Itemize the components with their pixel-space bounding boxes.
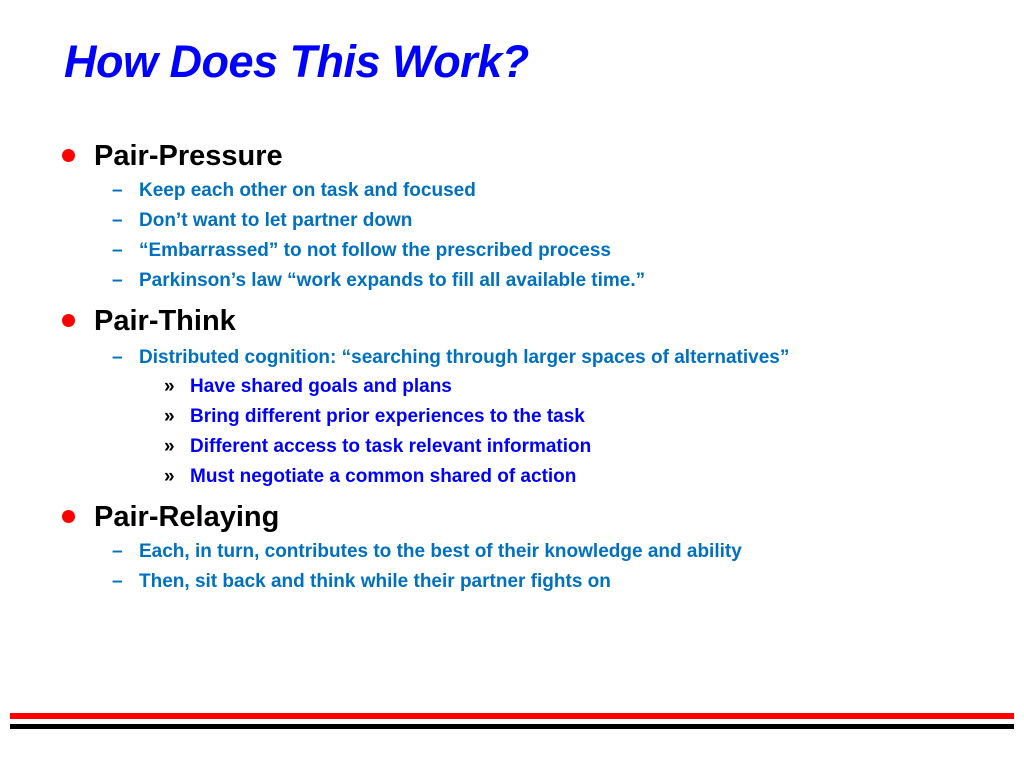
sub-list-item-text: Must negotiate a common shared of action xyxy=(190,466,577,487)
sub-list-item-text: Bring different prior experiences to the task xyxy=(190,406,585,427)
list-item-text: Don’t want to let partner down xyxy=(139,210,413,231)
sub-list-item xyxy=(0,374,1024,402)
chevron-bullet-icon: » xyxy=(164,466,175,487)
list-item-text: “Embarrassed” to not follow the prescribed process xyxy=(139,240,611,261)
chevron-bullet-icon: » xyxy=(164,376,175,397)
list-item-text: Distributed cognition: “searching through larger spaces of alternatives” xyxy=(139,347,790,368)
footer-red-rule xyxy=(10,713,1014,719)
section-heading: Pair-Pressure xyxy=(94,140,283,172)
list-item xyxy=(0,539,1024,567)
list-item xyxy=(0,238,1024,266)
section-pair-relaying xyxy=(0,498,1024,538)
list-item xyxy=(0,569,1024,597)
dash-bullet-icon: – xyxy=(112,571,123,592)
chevron-bullet-icon: » xyxy=(164,436,175,457)
list-item-text: Keep each other on task and focused xyxy=(139,180,476,201)
section-heading: Pair-Think xyxy=(94,305,236,337)
sub-list-item-text: Have shared goals and plans xyxy=(190,376,452,397)
list-item-text: Then, sit back and think while their partner fights on xyxy=(139,571,611,592)
section-pair-pressure xyxy=(0,137,1024,177)
list-item xyxy=(0,345,1024,373)
dash-bullet-icon: – xyxy=(112,180,123,201)
sub-list-item xyxy=(0,464,1024,492)
red-dot-bullet-icon xyxy=(62,510,75,523)
red-dot-bullet-icon xyxy=(62,314,75,327)
sub-list-item xyxy=(0,434,1024,462)
chevron-bullet-icon: » xyxy=(164,406,175,427)
list-item-text: Parkinson’s law “work expands to fill all available time.” xyxy=(139,270,646,291)
list-item xyxy=(0,178,1024,206)
list-item xyxy=(0,208,1024,236)
dash-bullet-icon: – xyxy=(112,270,123,291)
dash-bullet-icon: – xyxy=(112,210,123,231)
dash-bullet-icon: – xyxy=(112,347,123,368)
section-pair-think xyxy=(0,302,1024,342)
red-dot-bullet-icon xyxy=(62,149,75,162)
sub-list-item-text: Different access to task relevant information xyxy=(190,436,592,457)
slide-title: How Does This Work? xyxy=(64,36,529,87)
sub-list-item xyxy=(0,404,1024,432)
dash-bullet-icon: – xyxy=(112,240,123,261)
section-heading: Pair-Relaying xyxy=(94,501,280,533)
list-item-text: Each, in turn, contributes to the best of their knowledge and ability xyxy=(139,541,742,562)
list-item xyxy=(0,268,1024,296)
footer-black-rule xyxy=(10,724,1014,729)
dash-bullet-icon: – xyxy=(112,541,123,562)
